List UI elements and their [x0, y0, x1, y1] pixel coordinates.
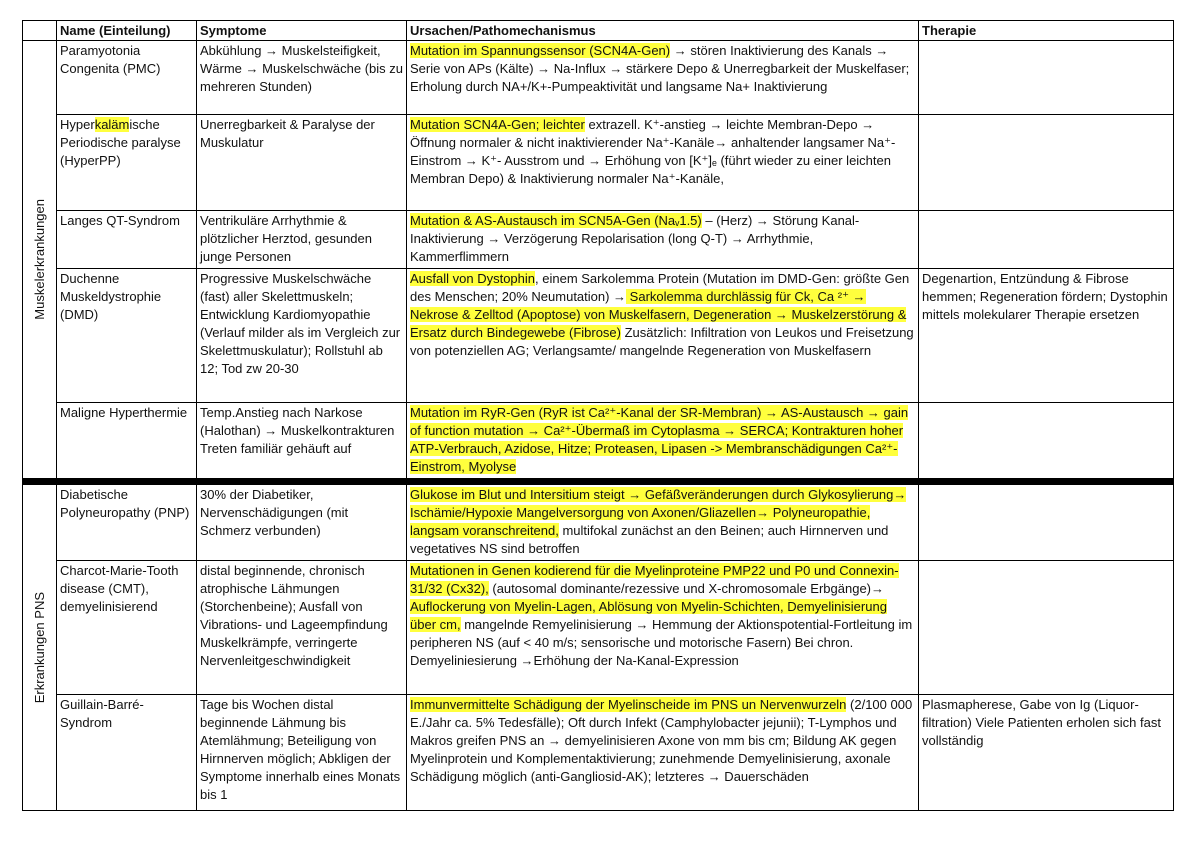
causes-highlight: Mutation SCN4A-Gen; leichter	[410, 117, 585, 132]
causes-text: Zusätzlich: Infiltration von Leukos und Freisetzung von potenziellen AG; Verlangsamte/ mangelnde Regeneration von Muskelfasern	[410, 325, 914, 358]
causes-highlight: Glukose im Blut und Intersitium steigt → Gefäßveränderungen durch Glykosylierung→ Ischämie/Hypoxie Mangelversorgung von Axonen/Gliazellen→ Polyneuropathie, langsam voranschreitend,	[410, 487, 907, 538]
header-causes: Ursachen/Pathomechanismus	[407, 21, 919, 41]
group-label-muskel: Muskelerkrankungen	[31, 199, 47, 320]
causes-highlight: Mutation im RyR-Gen (RyR ist Ca²⁺-Kanal der SR-Membran) → AS-Austausch → gain of function mutation → Ca²⁺-Übermaß im Cytoplasma → SERCA; Kontrakturen hoher ATP-Verbrauch, Azidose, Hitze; Proteasen, Lipasen -> Membranschädigungen Ca²⁺-Einstrom, Myolyse	[410, 405, 909, 474]
cell-symptoms: Progressive Muskelschwäche (fast) aller Skelettmuskeln; Entwicklung Kardiomyopathie (Verlauf milder als im Vergleich zur Skelettmuskulatur); Rollstuhl ab 12; Tod zw 20-30	[197, 269, 407, 403]
causes-highlight: Mutation & AS-Austausch im SCN5A-Gen (Naᵥ1.5)	[410, 213, 702, 228]
header-empty	[23, 21, 57, 41]
table-row	[23, 211, 1174, 269]
header-therapy: Therapie	[919, 21, 1174, 41]
cell-causes	[407, 211, 919, 269]
cell-therapy: Plasmapherese, Gabe von Ig (Liquor-filtration) Viele Patienten erholen sich fast vollständig	[919, 695, 1174, 811]
header-name: Name (Einteilung)	[57, 21, 197, 41]
cell-therapy	[919, 485, 1174, 561]
document-table-page	[22, 20, 1173, 828]
cell-symptoms: Temp.Anstieg nach Narkose (Halothan) → Muskelkontrakturen Treten familiär gehäuft auf	[197, 403, 407, 479]
cell-name: Guillain-Barré-Syndrom	[57, 695, 197, 811]
cell-name: Duchenne Muskeldystrophie (DMD)	[57, 269, 197, 403]
cell-symptoms: 30% der Diabetiker, Nervenschädigungen (mit Schmerz verbunden)	[197, 485, 407, 561]
cell-therapy	[919, 211, 1174, 269]
cell-symptoms: Tage bis Wochen distal beginnende Lähmung bis Atemlähmung; Beteiligung von Hirnnerven möglich; Abkligen der Symptome innerhalb eines Monats bis 1	[197, 695, 407, 811]
cell-causes	[407, 561, 919, 695]
causes-highlight: Sarkolemma durchlässig für Ck, Ca ²⁺ → Nekrose & Zelltod (Apoptose) von Muskelfasern, Degeneration → Muskelzerstörung & Ersatz durch Bindegewebe (Fibrose)	[410, 289, 907, 340]
cell-symptoms: distal beginnende, chronisch atrophische Lähmungen (Storchenbeine); Ausfall von Vibrations- und Lageempfindung Muskelkrämpfe, verringerte Nervenleitgeschwindigkeit	[197, 561, 407, 695]
causes-highlight: Auflockerung von Myelin-Lagen, Ablösung von Myelin-Schichten, Demyelinisierung über cm,	[410, 599, 887, 632]
cell-causes	[407, 403, 919, 479]
table-row	[23, 485, 1174, 561]
causes-text: – (Herz) → Störung Kanal-Inaktivierung → Verzögerung Repolarisation (long Q-T) → Arrhythmie, Kammerflimmern	[410, 213, 860, 264]
cell-name: Charcot-Marie-Tooth disease (CMT), demyelinisierend	[57, 561, 197, 695]
cell-therapy: Degenartion, Entzündung & Fibrose hemmen; Regeneration fördern; Dystophin mittels molekularer Therapie ersetzen	[919, 269, 1174, 403]
cell-causes	[407, 269, 919, 403]
table-row	[23, 695, 1174, 811]
causes-text: → stören Inaktivierung des Kanals → Serie von APs (Kälte) → Na-Influx → stärkere Depo & Unerregbarkeit der Muskelfaser; Erholung durch NA+/K+-Pumpeaktivität und langsame Na+ Inaktivierung	[410, 43, 910, 94]
causes-text: extrazell. K⁺-anstieg → leichte Membran-Depo → Öffnung normaler & nicht inaktivierender Na⁺-Kanäle→ anhaltender langsamer Na⁺-Einstrom → K⁺- Ausstrom und → Erhöhung von [K⁺]ₑ (führt wieder zu einer leichten Membran Depo) & Inaktivierung normaler Na⁺-Kanäle,	[410, 117, 896, 186]
group-cell-pns	[23, 485, 57, 811]
cell-causes	[407, 41, 919, 115]
table-row	[23, 115, 1174, 211]
cell-therapy	[919, 403, 1174, 479]
cell-name	[57, 115, 197, 211]
cell-symptoms: Abkühlung → Muskelsteifigkeit, Wärme → Muskelschwäche (bis zu mehreren Stunden)	[197, 41, 407, 115]
group-label-pns: Erkrankungen PNS	[31, 591, 47, 704]
cell-therapy	[919, 561, 1174, 695]
causes-highlight: Mutation im Spannungssensor (SCN4A-Gen)	[410, 43, 671, 58]
cell-name: Langes QT-Syndrom	[57, 211, 197, 269]
causes-text: , einem Sarkolemma Protein (Mutation im DMD-Gen: größte Gen des Menschen; 20% Neumutation) →	[410, 271, 910, 304]
name-highlight: kaläm	[94, 117, 130, 132]
causes-text: (2/100 000 E./Jahr ca. 5% Tedesfälle); Oft durch Infekt (Camphylobacter jejunii); T-Lymphos und Makros greifen PNS an → demyelinisieren Axone von mm bis cm; Bildung AK gegen Myelinprotein und Komplementaktivierung; zunehmende Demyelinisierung, axonale Schädigung möglich (anti-Gangliosid-AK); letzteres → Dauerschäden	[410, 697, 913, 784]
disease-table	[22, 20, 1174, 811]
cell-symptoms: Unerregbarkeit & Paralyse der Muskulatur	[197, 115, 407, 211]
header-symptoms: Symptome	[197, 21, 407, 41]
table-row	[23, 403, 1174, 479]
cell-name: Diabetische Polyneuropathy (PNP)	[57, 485, 197, 561]
table-row	[23, 269, 1174, 403]
cell-causes	[407, 485, 919, 561]
cell-causes	[407, 695, 919, 811]
cell-name: Paramyotonia Congenita (PMC)	[57, 41, 197, 115]
header-row	[23, 21, 1174, 41]
causes-text: (autosomal dominante/rezessive und X-chromosomale Erbgänge)→	[488, 581, 885, 596]
table-row	[23, 561, 1174, 695]
cell-causes	[407, 115, 919, 211]
group-cell-muskel	[23, 41, 57, 479]
cell-therapy	[919, 115, 1174, 211]
name-part: ische Periodische paralyse (HyperPP)	[60, 117, 181, 168]
table-row	[23, 41, 1174, 115]
causes-highlight: Mutationen in Genen kodierend für die Myelinproteine PMP22 und P0 und Connexin-31/32 (Cx32),	[410, 563, 899, 596]
causes-text: multifokal zunächst an den Beinen; auch Hirnnerven und vegetatives NS sind betroffen	[410, 523, 889, 556]
cell-symptoms: Ventrikuläre Arrhythmie & plötzlicher Herztod, gesunden junge Personen	[197, 211, 407, 269]
cell-therapy	[919, 41, 1174, 115]
causes-text: mangelnde Remyelinisierung → Hemmung der Aktionspotential-Fortleitung im peripheren NS (auf < 40 m/s; sensorische und motorische Fasern) Bei chron. Demyeliniesierung →Erhöhung der Na-Kanal-Expression	[410, 617, 913, 668]
name-part: Hyper	[60, 117, 95, 132]
causes-highlight: Immunvermittelte Schädigung der Myelinscheide im PNS un Nervenwurzeln	[410, 697, 847, 712]
cell-name: Maligne Hyperthermie	[57, 403, 197, 479]
causes-highlight: Ausfall von Dystophin	[410, 271, 536, 286]
